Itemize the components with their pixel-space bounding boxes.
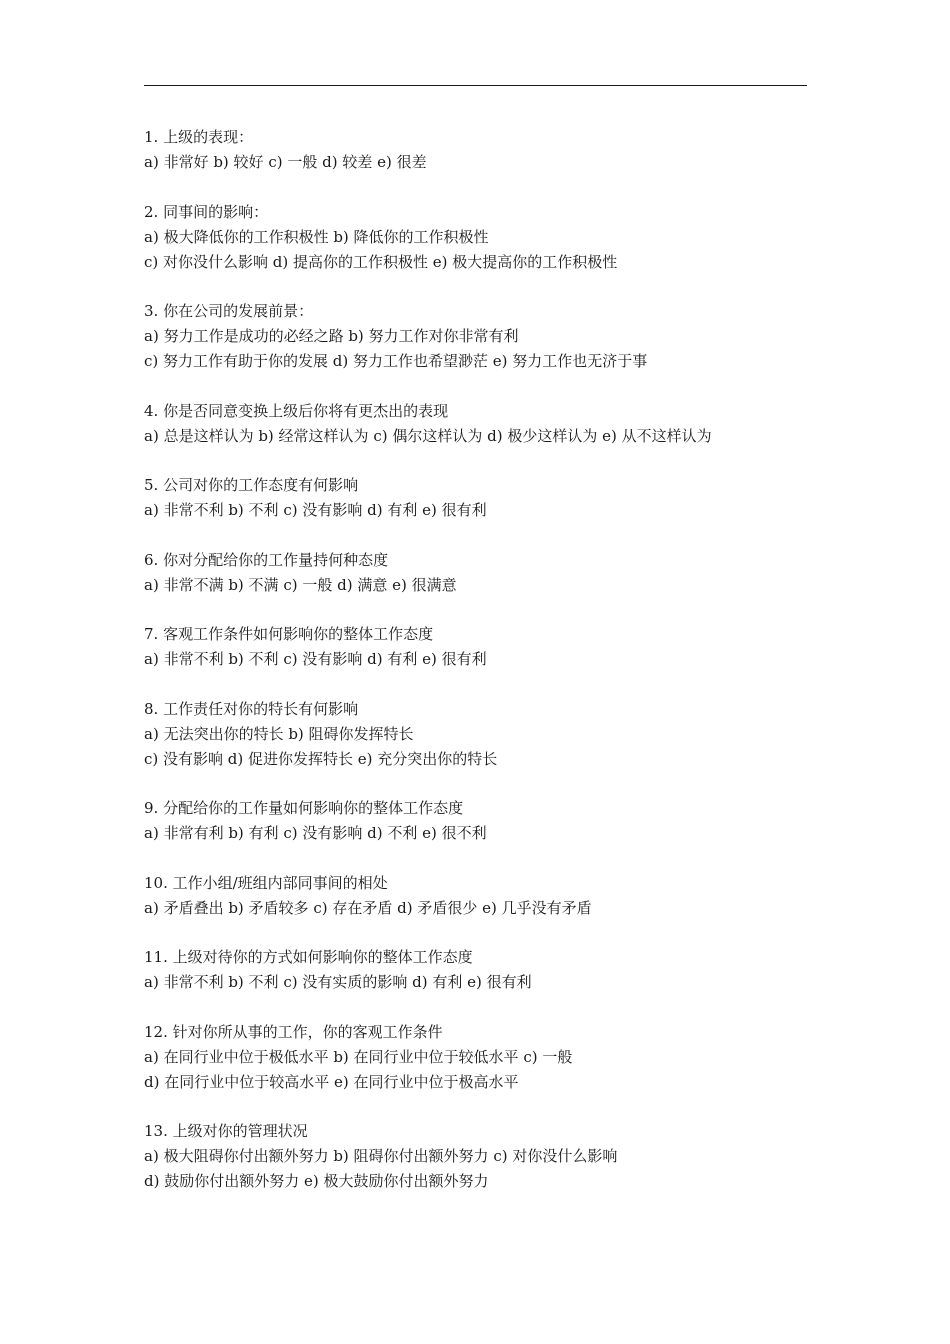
question-9	[144, 796, 824, 846]
question-4	[144, 399, 824, 449]
question-title: 8. 工作责任对你的特长有何影响	[144, 699, 359, 718]
options-line: a) 极大降低你的工作积极性 b) 降低你的工作积极性	[144, 227, 489, 246]
options-line: c) 没有影响 d) 促进你发挥特长 e) 充分突出你的特长	[144, 749, 498, 768]
options-line: c) 努力工作有助于你的发展 d) 努力工作也希望渺茫 e) 努力工作也无济于事	[144, 352, 648, 370]
options-line: a) 非常不利 b) 不利 c) 没有影响 d) 有利 e) 很有利	[144, 650, 487, 668]
question-title: 2. 同事间的影响：	[144, 202, 269, 221]
question-title: 5. 公司对你的工作态度有何影响	[144, 476, 359, 494]
options-line: d) 在同行业中位于较高水平 e) 在同行业中位于极高水平	[144, 1072, 519, 1091]
options-line: d) 鼓励你付出额外努力 e) 极大鼓励你付出额外努力	[144, 1172, 489, 1190]
options-line: a) 在同行业中位于极低水平 b) 在同行业中位于较低水平 c) 一般	[144, 1047, 573, 1066]
question-title: 4. 你是否同意变换上级后你将有更杰出的表现	[144, 401, 449, 420]
question-12	[144, 1020, 824, 1095]
options-line: a) 非常有利 b) 有利 c) 没有影响 d) 不利 e) 很不利	[144, 824, 487, 842]
question-title: 9. 分配给你的工作量如何影响你的整体工作态度	[144, 799, 464, 817]
options-line: a) 非常不满 b) 不满 c) 一般 d) 满意 e) 很满意	[144, 575, 457, 594]
question-list	[144, 125, 824, 1219]
options-line: a) 非常不利 b) 不利 c) 没有实质的影响 d) 有利 e) 很有利	[144, 973, 532, 991]
question-title: 1. 上级的表现：	[144, 128, 254, 146]
question-5	[144, 473, 824, 523]
question-7	[144, 622, 824, 672]
question-11	[144, 945, 824, 995]
options-line: a) 努力工作是成功的必经之路 b) 努力工作对你非常有利	[144, 327, 519, 345]
options-line: c) 对你没什么影响 d) 提高你的工作积极性 e) 极大提高你的工作积极性	[144, 252, 618, 271]
question-2	[144, 200, 824, 275]
question-13	[144, 1119, 824, 1194]
options-line: a) 非常好 b) 较好 c) 一般 d) 较差 e) 很差	[144, 153, 427, 171]
question-title: 11. 上级对待你的方式如何影响你的整体工作态度	[144, 948, 473, 966]
options-line: a) 极大阻碍你付出额外努力 b) 阻碍你付出额外努力 c) 对你没什么影响	[144, 1147, 618, 1165]
options-line: a) 无法突出你的特长 b) 阻碍你发挥特长	[144, 724, 414, 743]
question-title: 3. 你在公司的发展前景：	[144, 302, 314, 320]
options-line: a) 矛盾叠出 b) 矛盾较多 c) 存在矛盾 d) 矛盾很少 e) 几乎没有矛盾	[144, 898, 592, 917]
question-title: 13. 上级对你的管理状况	[144, 1122, 308, 1140]
question-title: 10. 工作小组/班组内部同事间的相处	[144, 873, 388, 892]
question-10	[144, 871, 824, 921]
question-3	[144, 299, 824, 374]
question-1	[144, 125, 824, 175]
question-title: 7. 客观工作条件如何影响你的整体工作态度	[144, 625, 434, 643]
question-title: 12. 针对你所从事的工作，你的客观工作条件	[144, 1022, 443, 1041]
options-line: a) 非常不利 b) 不利 c) 没有影响 d) 有利 e) 很有利	[144, 501, 487, 519]
question-title: 6. 你对分配给你的工作量持何种态度	[144, 550, 389, 569]
header-rule	[144, 85, 807, 86]
options-line: a) 总是这样认为 b) 经常这样认为 c) 偶尔这样认为 d) 极少这样认为 e) 从不这样认为	[144, 426, 712, 445]
question-8	[144, 697, 824, 772]
question-6	[144, 548, 824, 598]
